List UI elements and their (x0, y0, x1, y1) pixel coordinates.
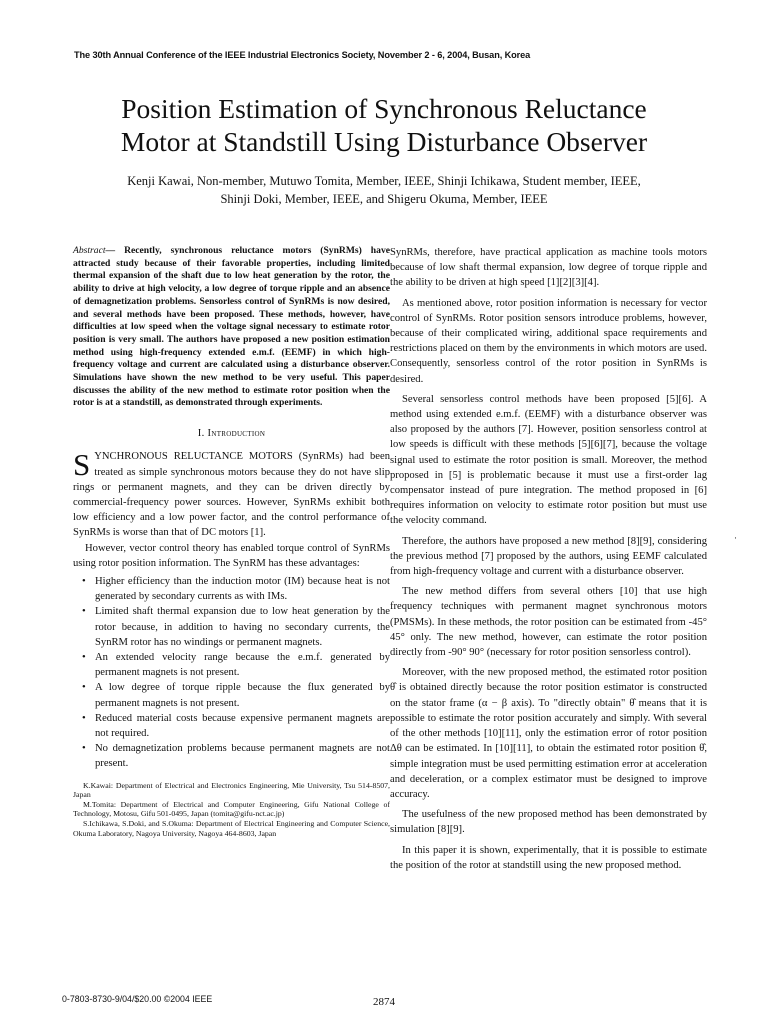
list-item: • A low degree of torque ripple because the flux generated by permanent magnets is not present. (95, 680, 390, 710)
abstract-label: Abstract (73, 245, 106, 256)
body-paragraph: SynRMs, therefore, have practical application as machine tools motors because of low shaft thermal expansion, low degree of torque ripple and the ability to be driven at high speed [1][2][3][4]. (390, 247, 707, 289)
paper-title (60, 92, 708, 158)
authors-line-2: Shinji Doki, Member, IEEE, and Shigeru Okuma, Member, IEEE (220, 192, 548, 206)
title-line-1: Position Estimation of Synchronous Reluctance (121, 93, 647, 124)
scan-speck: · (734, 533, 737, 543)
copyright-line: 0-7803-8730-9/04/$20.00 ©2004 IEEE (62, 994, 213, 1004)
intro-lead-caps: YNCHRONOUS RELUCTANCE MOTORS (94, 451, 293, 463)
drop-cap: S (73, 447, 91, 483)
body-paragraph: Several sensorless control methods have been proposed [5][6]. A method using extended e.m.f. (EEMF) with a disturbance observer was also proposed by the authors [7]. However, position sensorless control at low speeds is difficult with these methods [5][6][7], because the voltage signal used to estimate the rotor position is small. Moreover, the method proposed in [5] is problematic because it must use a first-order lag compensator instead of pure integration. The method proposed in [6] requires information on velocity to estimate rotor position but must use the velocity command. (390, 393, 707, 527)
footnote: M.Tomita: Department of Electrical and Computer Engineering, Gifu National College of Technology, Motosu, Gifu 501-0495, Japan (tomita@gifu-nct.ac.jp) (73, 799, 390, 819)
section-heading-introduction (73, 426, 390, 441)
authors-line-1: Kenji Kawai, Non-member, Mutuwo Tomita, Member, IEEE, Shinji Ichikawa, Student member, IEEE, (127, 174, 641, 188)
list-item: • An extended velocity range because the e.m.f. generated by permanent magnets is not present. (95, 650, 390, 680)
body-paragraph: Therefore, the authors have proposed a new method [8][9], considering the previous method [7] proposed by the authors, using EEMF calculated from high-frequency voltage and current with a disturbance observer. (390, 535, 707, 578)
footnote: K.Kawai: Department of Electrical and Electronics Engineering, Mie University, Tsu 514-8507, Japan (73, 780, 390, 800)
page-number: 2874 (373, 996, 395, 1008)
intro-paragraph-2: However, vector control theory has enabled torque control of SynRMs using rotor position information. The SynRM has these advantages: (73, 542, 390, 569)
body-paragraph: Moreover, with the new proposed method, the estimated rotor position θ̂ is obtained directly because the rotor position estimator is constructed on the stator frame (α − β axis). To "directly obtain" θ̂ means that it is possible to estimate the rotor position accurately and simply. With several of the other methods [10][11], only the estimation error of rotor position Δθ can be estimated. In [10][11], to obtain the estimated rotor position θ̂, simple integration must be used permitting estimation error at acceleration and deceleration, or a complex estimator must be designed to improve accuracy. (390, 667, 707, 800)
conference-header: The 30th Annual Conference of the IEEE Industrial Electronics Society, November 2 - 6, 2004, Busan, Korea (74, 50, 531, 60)
intro-paragraph-1 (73, 449, 390, 540)
abstract (73, 245, 390, 410)
abstract-text: — Recently, synchronous reluctance motors (SynRMs) have attracted study because of their favorable properties, including limited thermal expansion of the shaft due to low heat generation by the rotor, the ability to drive at high velocity, a low degree of torque ripple and an absence of demagnetization problems. Sensorless control of SynRMs is now desired, and several methods have been proposed. These methods, however, have difficulties at low speed when the voltage signal necessary to estimate rotor position is very small. The authors have proposed a new position estimation method using high-frequency extended e.m.f. (EEMF) in which high-frequency voltage and current are calculated using a disturbance observer. Simulations have shown the new method to be very useful. This paper discusses the ability of the new method to estimate rotor position when the rotor is at a standstill, as demonstrated through experiments. (73, 245, 390, 409)
list-item: • Reduced material costs because expensive permanent magnets are not required. (95, 711, 390, 741)
body-paragraph: The usefulness of the new proposed method has been demonstrated by simulation [8][9]. (390, 809, 707, 836)
section-numeral: I. (197, 428, 205, 440)
body-paragraph: In this paper it is shown, experimentally, that it is possible to estimate the position of the rotor at standstill using the new proposed method. (390, 844, 707, 871)
right-column (390, 245, 707, 873)
section-title: Introduction (207, 428, 266, 440)
left-column (73, 245, 390, 838)
body-paragraph: As mentioned above, rotor position information is necessary for vector control of SynRMs. Rotor position sensors introduce problems, however, because of their complicated wiring, additional space requirements and restrictions placed on them by the environments in which motors are used. Consequently, sensorless control of the rotor position in SynRMs is desired. (390, 297, 707, 385)
list-item: • No demagnetization problems because permanent magnets are not present. (95, 741, 390, 771)
author-footnotes (73, 781, 390, 839)
body-paragraph: The new method differs from several others [10] that use high frequency techniques with permanent magnet synchronous motors (PMSMs). In these methods, the rotor position can be estimated from -45° 45° only. The new method, however, can estimate the rotor position directly from -90° 90° (necessary for rotor position sensorless control). (390, 586, 707, 659)
advantages-list (73, 574, 390, 772)
list-item: • Limited shaft thermal expansion due to low heat generation by the rotor because, in addition to having no secondary currents, the SynRM rotor has no windings or permanent magnets. (95, 604, 390, 650)
author-list (60, 172, 708, 208)
intro-paragraph-1-text: (SynRMs) had been treated as simple synchronous motors because they do not have slip rings or permanent magnets, and they can be driven directly by commercial-frequency power sources. However, SynRMs exhibit both low efficiency and a low power factor, and the control performance of SynRMs is worse than that of DC motors [1]. (73, 451, 390, 539)
footnote: S.Ichikawa, S.Doki, and S.Okuma: Department of Electrical Engineering and Computer Science, Okuma Laboratory, Nagoya University, Nagoya 464-8603, Japan (73, 818, 390, 838)
title-line-2: Motor at Standstill Using Disturbance Observer (120, 126, 648, 157)
list-item: • Higher efficiency than the induction motor (IM) because heat is not generated by secondary currents as with IMs. (95, 574, 390, 604)
